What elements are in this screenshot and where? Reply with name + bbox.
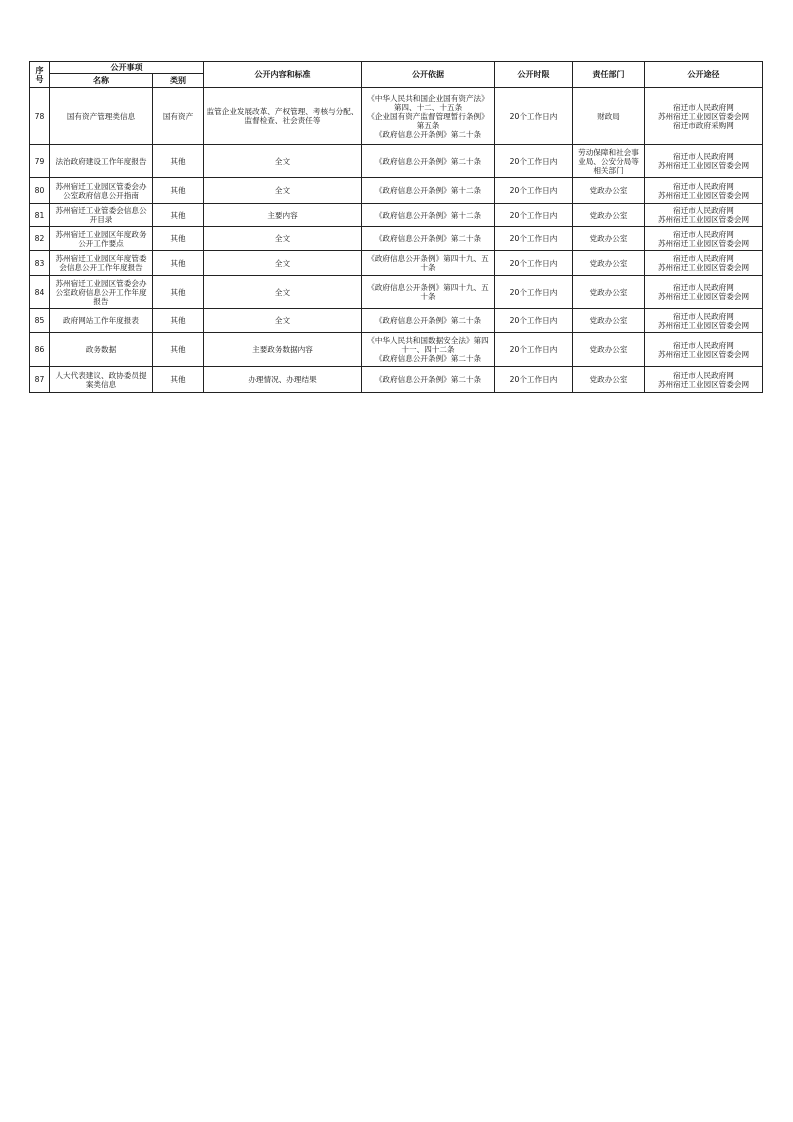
cell-basis-line: 《政府信息公开条例》第二十条 bbox=[374, 354, 482, 363]
cell-channel-line: 苏州宿迁工业园区管委会网 bbox=[657, 263, 750, 272]
cell-no: 78 bbox=[30, 88, 50, 145]
cell-channel bbox=[645, 145, 763, 178]
cell-content: 主要政务数据内容 bbox=[204, 333, 362, 367]
cell-channel bbox=[645, 309, 763, 333]
cell-department: 财政局 bbox=[573, 88, 645, 145]
cell-no: 80 bbox=[30, 178, 50, 204]
header-department: 责任部门 bbox=[573, 62, 645, 88]
cell-department: 党政办公室 bbox=[573, 178, 645, 204]
cell-category: 其他 bbox=[153, 227, 204, 251]
cell-channel-line: 苏州宿迁工业园区管委会网 bbox=[657, 379, 750, 389]
cell-department: 党政办公室 bbox=[573, 204, 645, 227]
cell-basis-line: 《政府信息公开条例》第十二条 bbox=[374, 186, 482, 195]
cell-channel-line: 宿迁市人民政府网 bbox=[673, 181, 734, 191]
header-name: 名称 bbox=[50, 74, 153, 88]
cell-content: 主要内容 bbox=[204, 204, 362, 227]
cell-basis bbox=[362, 227, 495, 251]
table-row bbox=[30, 309, 763, 333]
header-channel: 公开途径 bbox=[645, 62, 763, 88]
cell-department: 党政办公室 bbox=[573, 333, 645, 367]
cell-basis bbox=[362, 333, 495, 367]
cell-department: 党政办公室 bbox=[573, 251, 645, 276]
cell-no: 84 bbox=[30, 276, 50, 309]
cell-basis bbox=[362, 88, 495, 145]
table-row bbox=[30, 333, 763, 367]
cell-category: 国有资产 bbox=[153, 88, 204, 145]
cell-content: 办理情况、办理结果 bbox=[204, 367, 362, 393]
cell-category: 其他 bbox=[153, 204, 204, 227]
cell-channel-line: 苏州宿迁工业园区管委会网 bbox=[657, 320, 750, 330]
cell-name: 苏州宿迁工业园区年度管委会信息公开工作年度报告 bbox=[50, 251, 153, 276]
cell-category: 其他 bbox=[153, 367, 204, 393]
cell-category: 其他 bbox=[153, 178, 204, 204]
header-time: 公开时限 bbox=[495, 62, 573, 88]
cell-basis-line: 《企业国有资产监督管理暂行条例》第五条 bbox=[367, 111, 489, 130]
cell-content: 全文 bbox=[204, 178, 362, 204]
cell-channel-line: 宿迁市人民政府网 bbox=[673, 102, 734, 112]
cell-no: 86 bbox=[30, 333, 50, 367]
cell-basis-line: 《政府信息公开条例》第十二条 bbox=[374, 210, 482, 220]
cell-channel-line: 苏州宿迁工业园区管委会网 bbox=[657, 190, 750, 200]
table-row bbox=[30, 88, 763, 145]
cell-name: 人大代表建议、政协委员提案类信息 bbox=[50, 367, 153, 393]
cell-basis bbox=[362, 204, 495, 227]
cell-category: 其他 bbox=[153, 309, 204, 333]
cell-channel-line: 宿迁市政府采购网 bbox=[673, 120, 734, 130]
cell-category: 其他 bbox=[153, 251, 204, 276]
cell-basis bbox=[362, 251, 495, 276]
cell-basis-line: 《政府信息公开条例》第四十九、五十条 bbox=[367, 254, 489, 272]
cell-name: 苏州宿迁工业园区年度政务公开工作要点 bbox=[50, 227, 153, 251]
cell-content: 全文 bbox=[204, 276, 362, 309]
cell-name: 苏州宿迁工业管委会信息公开目录 bbox=[50, 204, 153, 227]
table-row bbox=[30, 145, 763, 178]
cell-basis-line: 《政府信息公开条例》第二十条 bbox=[374, 375, 482, 384]
cell-basis bbox=[362, 276, 495, 309]
cell-department: 党政办公室 bbox=[573, 367, 645, 393]
cell-time: 20个工作日内 bbox=[495, 333, 573, 367]
disclosure-table bbox=[29, 61, 763, 393]
cell-channel-line: 苏州宿迁工业园区管委会网 bbox=[657, 215, 750, 224]
cell-category: 其他 bbox=[153, 276, 204, 309]
cell-name: 国有资产管理类信息 bbox=[50, 88, 153, 145]
cell-channel bbox=[645, 204, 763, 227]
cell-channel-line: 宿迁市人民政府网 bbox=[673, 229, 734, 239]
cell-category: 其他 bbox=[153, 333, 204, 367]
cell-channel-line: 苏州宿迁工业园区管委会网 bbox=[657, 111, 750, 121]
cell-channel bbox=[645, 367, 763, 393]
cell-no: 79 bbox=[30, 145, 50, 178]
cell-channel bbox=[645, 276, 763, 309]
cell-name: 政务数据 bbox=[50, 333, 153, 367]
cell-channel bbox=[645, 251, 763, 276]
cell-time: 20个工作日内 bbox=[495, 309, 573, 333]
cell-basis bbox=[362, 367, 495, 393]
cell-time: 20个工作日内 bbox=[495, 276, 573, 309]
cell-name: 苏州宿迁工业园区管委会办公室政府信息公开工作年度报告 bbox=[50, 276, 153, 309]
cell-content: 全文 bbox=[204, 145, 362, 178]
cell-basis-line: 《政府信息公开条例》第二十条 bbox=[374, 156, 482, 166]
cell-department: 党政办公室 bbox=[573, 227, 645, 251]
cell-category: 其他 bbox=[153, 145, 204, 178]
cell-department: 党政办公室 bbox=[573, 276, 645, 309]
cell-channel-line: 宿迁市人民政府网 bbox=[673, 370, 734, 380]
cell-channel-line: 宿迁市人民政府网 bbox=[673, 152, 734, 161]
table-row bbox=[30, 367, 763, 393]
cell-name: 苏州宿迁工业园区管委会办公室政府信息公开指南 bbox=[50, 178, 153, 204]
table-row bbox=[30, 251, 763, 276]
header-seq: 序号 bbox=[30, 62, 50, 88]
cell-content: 监管企业发展改革、产权管理、考核与分配、监督检查、社会责任等 bbox=[204, 88, 362, 145]
cell-channel-line: 苏州宿迁工业园区管委会网 bbox=[657, 349, 750, 359]
cell-channel-line: 苏州宿迁工业园区管委会网 bbox=[657, 292, 750, 301]
table-row bbox=[30, 276, 763, 309]
cell-channel-line: 宿迁市人民政府网 bbox=[673, 283, 734, 292]
cell-no: 87 bbox=[30, 367, 50, 393]
cell-basis-line: 《中华人民共和国数据安全法》第四十一、四十二条 bbox=[367, 336, 489, 354]
cell-basis-line: 《政府信息公开条例》第二十条 bbox=[374, 316, 482, 325]
cell-channel-line: 宿迁市人民政府网 bbox=[673, 311, 734, 321]
header-basis: 公开依据 bbox=[362, 62, 495, 88]
cell-time: 20个工作日内 bbox=[495, 367, 573, 393]
cell-content: 全文 bbox=[204, 227, 362, 251]
cell-channel-line: 苏州宿迁工业园区管委会网 bbox=[657, 161, 750, 170]
table-row bbox=[30, 178, 763, 204]
cell-time: 20个工作日内 bbox=[495, 227, 573, 251]
cell-no: 85 bbox=[30, 309, 50, 333]
cell-department: 劳动保障和社会事业局、公安分局等相关部门 bbox=[573, 145, 645, 178]
table-row bbox=[30, 227, 763, 251]
cell-basis bbox=[362, 309, 495, 333]
cell-time: 20个工作日内 bbox=[495, 204, 573, 227]
header-content: 公开内容和标准 bbox=[204, 62, 362, 88]
cell-time: 20个工作日内 bbox=[495, 88, 573, 145]
cell-channel-line: 宿迁市人民政府网 bbox=[673, 206, 734, 215]
cell-time: 20个工作日内 bbox=[495, 178, 573, 204]
cell-time: 20个工作日内 bbox=[495, 145, 573, 178]
cell-channel bbox=[645, 88, 763, 145]
cell-time: 20个工作日内 bbox=[495, 251, 573, 276]
header-category: 类别 bbox=[153, 74, 204, 88]
cell-content: 全文 bbox=[204, 309, 362, 333]
cell-channel bbox=[645, 178, 763, 204]
cell-no: 81 bbox=[30, 204, 50, 227]
cell-no: 83 bbox=[30, 251, 50, 276]
cell-basis bbox=[362, 145, 495, 178]
cell-channel-line: 苏州宿迁工业园区管委会网 bbox=[657, 238, 750, 248]
cell-department: 党政办公室 bbox=[573, 309, 645, 333]
cell-channel-line: 宿迁市人民政府网 bbox=[673, 340, 734, 350]
cell-basis-line: 《政府信息公开条例》第二十条 bbox=[374, 129, 482, 139]
cell-channel-line: 宿迁市人民政府网 bbox=[673, 254, 734, 263]
cell-basis bbox=[362, 178, 495, 204]
table-row bbox=[30, 204, 763, 227]
cell-basis-line: 《中华人民共和国企业国有资产法》第四、十二、十五条 bbox=[367, 93, 489, 112]
cell-name: 政府网站工作年度报表 bbox=[50, 309, 153, 333]
cell-content: 全文 bbox=[204, 251, 362, 276]
cell-basis-line: 《政府信息公开条例》第二十条 bbox=[374, 234, 482, 243]
header-matter: 公开事项 bbox=[50, 62, 204, 74]
cell-channel bbox=[645, 333, 763, 367]
cell-basis-line: 《政府信息公开条例》第四十九、五十条 bbox=[367, 283, 489, 301]
cell-no: 82 bbox=[30, 227, 50, 251]
table-body bbox=[30, 88, 763, 393]
cell-channel bbox=[645, 227, 763, 251]
cell-name: 法治政府建设工作年度报告 bbox=[50, 145, 153, 178]
